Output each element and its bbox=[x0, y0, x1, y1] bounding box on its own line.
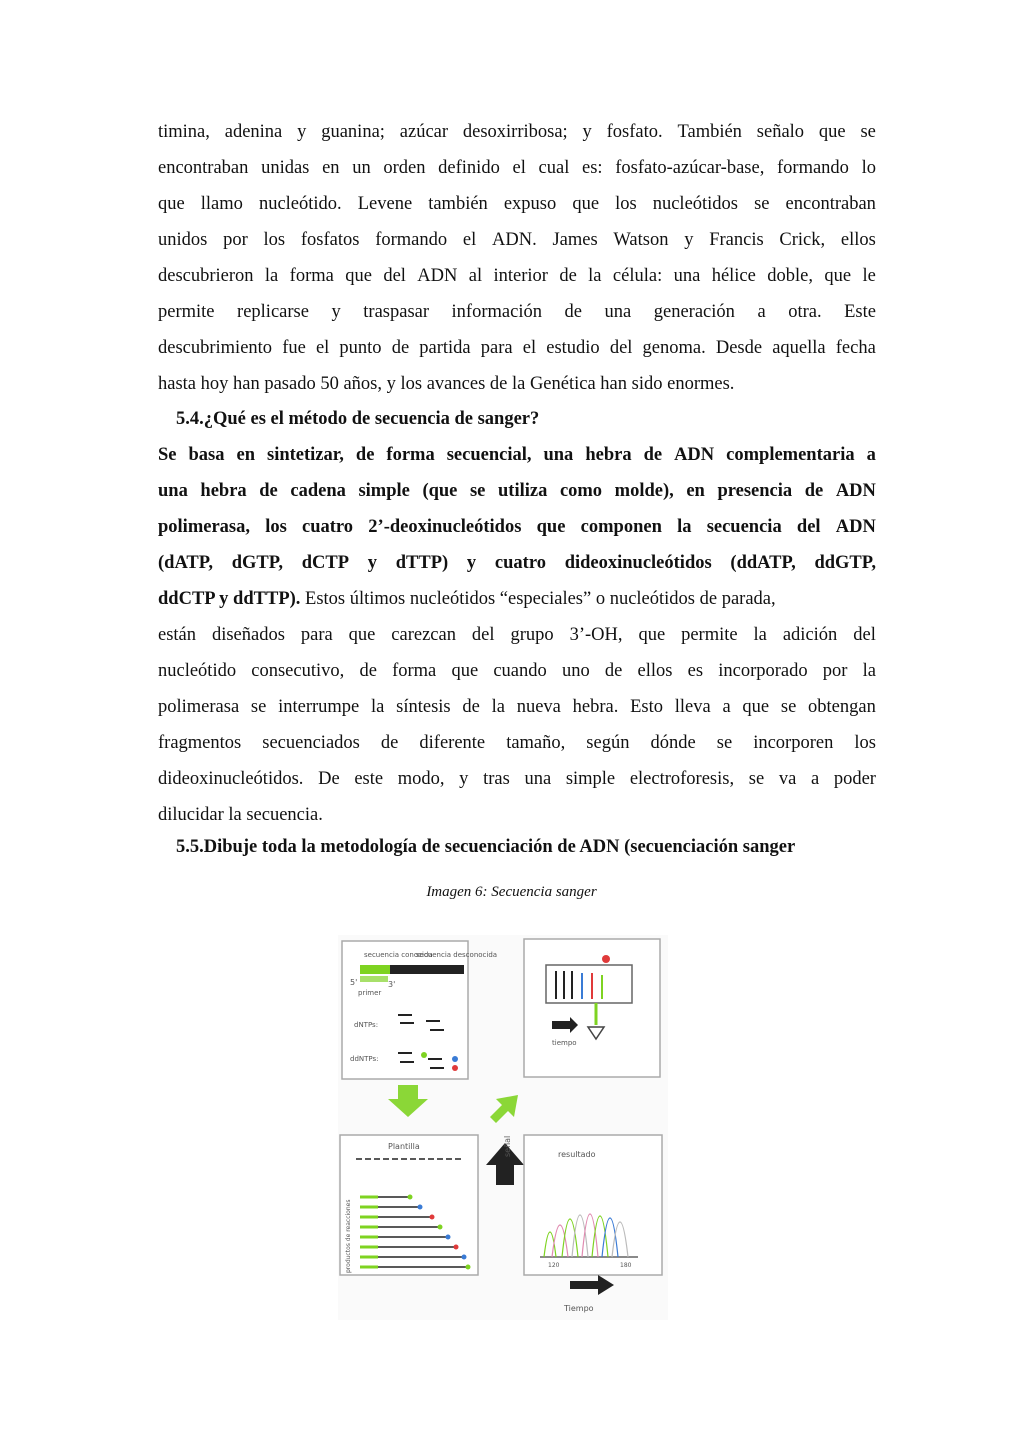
word: célula: bbox=[612, 266, 663, 286]
word: descubrimiento bbox=[158, 338, 273, 358]
word: fosfato. bbox=[606, 122, 663, 142]
word: interrumpe bbox=[278, 697, 360, 717]
word: unidos bbox=[158, 230, 208, 250]
word: según bbox=[586, 733, 630, 753]
word: grupo bbox=[510, 625, 554, 645]
word: incorporado bbox=[718, 661, 808, 681]
word: y bbox=[331, 302, 341, 322]
word: la bbox=[677, 517, 692, 537]
word: Este bbox=[844, 302, 876, 322]
word: a bbox=[722, 697, 731, 717]
word: 3’-OH, bbox=[569, 625, 623, 645]
word: es bbox=[687, 661, 704, 681]
label-dntps: dNTPs: bbox=[354, 1021, 379, 1029]
label-5-prime: 5' bbox=[350, 978, 358, 987]
word: utiliza bbox=[498, 481, 548, 501]
word: es: bbox=[582, 158, 603, 178]
word: nucleótidos bbox=[652, 194, 739, 214]
text-line bbox=[158, 481, 876, 502]
word: que bbox=[158, 194, 185, 214]
label-tiempo-small: tiempo bbox=[552, 1039, 577, 1047]
word: una bbox=[543, 445, 574, 465]
label-180: 180 bbox=[620, 1262, 632, 1269]
word: azúcar bbox=[399, 122, 449, 142]
word: se bbox=[748, 769, 765, 789]
word: cuatro bbox=[494, 553, 546, 573]
red-dye-dot bbox=[452, 1065, 458, 1071]
word: el bbox=[462, 230, 477, 250]
word: diferente bbox=[419, 733, 486, 753]
sanger-sequencing-drawing bbox=[338, 935, 668, 1320]
text-line bbox=[158, 733, 876, 754]
label-secuencia-conocida: secuencia conocida bbox=[364, 951, 433, 959]
word: componen bbox=[580, 517, 662, 537]
word: una bbox=[524, 769, 552, 789]
word: Francis bbox=[709, 230, 764, 250]
word: De bbox=[318, 769, 340, 789]
word: ddGTP, bbox=[814, 553, 876, 573]
primer-bar bbox=[360, 976, 388, 982]
word: Se bbox=[158, 445, 177, 465]
word: dónde bbox=[650, 733, 696, 753]
word: y bbox=[367, 553, 378, 573]
word: el bbox=[315, 338, 330, 358]
word: el bbox=[522, 338, 537, 358]
word: cual bbox=[538, 158, 570, 178]
word: modo, bbox=[397, 769, 445, 789]
word: al bbox=[468, 266, 483, 286]
word: definido bbox=[438, 158, 500, 178]
word: electroforesis, bbox=[629, 769, 735, 789]
word: llamo bbox=[200, 194, 243, 214]
word: 2’-deoxinucleótidos bbox=[368, 517, 522, 537]
word: dCTP bbox=[301, 553, 350, 573]
word: se bbox=[780, 697, 797, 717]
word: un bbox=[352, 158, 371, 178]
word: nucleótido. bbox=[258, 194, 342, 214]
word: James bbox=[552, 230, 598, 250]
word: ellos bbox=[637, 661, 673, 681]
word: (que bbox=[422, 481, 458, 501]
text-line: hasta hoy han pasado 50 años, y los avances de la Genética han sido enormes. bbox=[158, 374, 735, 394]
word: de bbox=[359, 661, 377, 681]
word: en bbox=[236, 445, 255, 465]
word: los bbox=[615, 194, 637, 214]
word: que bbox=[824, 266, 852, 286]
word: de bbox=[380, 733, 399, 753]
word: polimerasa bbox=[158, 697, 240, 717]
word: hebra bbox=[200, 481, 247, 501]
word: que bbox=[818, 122, 846, 142]
word: del bbox=[383, 266, 406, 286]
panel-capillary-detector bbox=[524, 939, 660, 1077]
word: que bbox=[638, 625, 666, 645]
word: ADN bbox=[835, 517, 876, 537]
word: que bbox=[348, 625, 376, 645]
text-line bbox=[158, 661, 876, 682]
word: obtengan bbox=[808, 697, 876, 717]
word: de bbox=[564, 302, 582, 322]
word: formando bbox=[777, 158, 849, 178]
word: interior bbox=[493, 266, 548, 286]
word: descubrieron bbox=[158, 266, 254, 286]
word: del bbox=[609, 338, 633, 358]
word: Crick, bbox=[779, 230, 826, 250]
word: Desde bbox=[715, 338, 763, 358]
label-resultado: resultado bbox=[558, 1150, 596, 1159]
word: le bbox=[862, 266, 876, 286]
word: formando bbox=[375, 230, 448, 250]
label-primer: primer bbox=[358, 989, 382, 997]
word: que bbox=[345, 266, 372, 286]
word: forma bbox=[392, 661, 437, 681]
text-line bbox=[158, 158, 876, 179]
word: sintetizar, bbox=[267, 445, 344, 465]
word: Watson bbox=[613, 230, 669, 250]
label-plantilla: Plantilla bbox=[388, 1142, 420, 1151]
word: que bbox=[536, 517, 566, 537]
label-tiempo: Tiempo bbox=[564, 1304, 594, 1313]
word: para bbox=[300, 625, 333, 645]
word: secuenciados bbox=[262, 733, 360, 753]
word: forma bbox=[386, 445, 435, 465]
word: doble, bbox=[767, 266, 813, 286]
word: se bbox=[469, 481, 486, 501]
word: secuencial, bbox=[446, 445, 532, 465]
word: tras bbox=[483, 769, 510, 789]
panel-result-chromatogram bbox=[524, 1135, 662, 1275]
word: se bbox=[860, 122, 876, 142]
word: basa bbox=[188, 445, 225, 465]
word: ellos bbox=[840, 230, 876, 250]
word: genoma. bbox=[642, 338, 706, 358]
word: encontraban bbox=[785, 194, 876, 214]
word: dideoxinucleótidos bbox=[564, 553, 712, 573]
word: se bbox=[754, 194, 770, 214]
word: tamaño, bbox=[506, 733, 566, 753]
word: la bbox=[753, 625, 767, 645]
word: la bbox=[371, 697, 385, 717]
word: uno bbox=[561, 661, 590, 681]
text-line bbox=[158, 625, 876, 646]
word: fragmentos bbox=[158, 733, 242, 753]
word: estudio bbox=[546, 338, 600, 358]
panel-reaction-products bbox=[340, 1135, 478, 1275]
word: y bbox=[582, 122, 592, 142]
word: lo bbox=[861, 158, 876, 178]
word: Esto bbox=[630, 697, 663, 717]
word: como bbox=[559, 481, 603, 501]
word: diseñados bbox=[211, 625, 285, 645]
word: punto bbox=[339, 338, 382, 358]
word: la bbox=[491, 697, 505, 717]
word: desoxirribosa; bbox=[462, 122, 568, 142]
word: carezcan bbox=[391, 625, 456, 645]
normal-run: Estos últimos nucleótidos “especiales” o nucleótidos de parada, bbox=[300, 589, 776, 609]
word: ADN bbox=[417, 266, 458, 286]
word: por bbox=[223, 230, 248, 250]
word: aquella bbox=[772, 338, 826, 358]
word: la bbox=[264, 266, 279, 286]
word: forma bbox=[289, 266, 334, 286]
word: poder bbox=[833, 769, 876, 789]
word: (dATP, bbox=[158, 553, 214, 573]
text-line bbox=[158, 302, 876, 323]
blue-dye-dot bbox=[452, 1056, 458, 1062]
text-line bbox=[158, 769, 876, 790]
text-line bbox=[158, 230, 876, 251]
word: dTTP) bbox=[395, 553, 449, 573]
word: permite bbox=[158, 302, 215, 322]
word: timina, bbox=[158, 122, 210, 142]
word: de bbox=[259, 481, 278, 501]
word: por bbox=[822, 661, 848, 681]
word: a bbox=[757, 302, 766, 322]
text-line bbox=[158, 589, 876, 610]
word: cuando bbox=[493, 661, 547, 681]
word: señalo bbox=[756, 122, 805, 142]
text-line bbox=[158, 517, 876, 538]
text-line: dilucidar la secuencia. bbox=[158, 805, 323, 825]
panel-frame bbox=[340, 1135, 478, 1275]
word: este bbox=[354, 769, 384, 789]
word: secuencia bbox=[706, 517, 782, 537]
word: se bbox=[250, 697, 267, 717]
known-sequence-bar bbox=[360, 965, 390, 974]
word: molde), bbox=[614, 481, 674, 501]
word: partida bbox=[419, 338, 471, 358]
word: de bbox=[355, 445, 375, 465]
panel-frame bbox=[524, 939, 660, 1077]
text-line bbox=[158, 338, 876, 359]
label-120: 120 bbox=[548, 1262, 560, 1269]
word: síntesis bbox=[396, 697, 451, 717]
word: y bbox=[459, 769, 469, 789]
word: hélice bbox=[711, 266, 756, 286]
word: va bbox=[778, 769, 797, 789]
word: fosfato-azúcar-base, bbox=[615, 158, 765, 178]
word: consecutivo, bbox=[251, 661, 345, 681]
word: traspasar bbox=[363, 302, 430, 322]
word: fecha bbox=[835, 338, 876, 358]
word: y bbox=[466, 553, 477, 573]
word: dGTP, bbox=[231, 553, 283, 573]
word: complementaria bbox=[726, 445, 855, 465]
word: que bbox=[572, 194, 600, 214]
word: expuso bbox=[503, 194, 557, 214]
unknown-sequence-bar bbox=[390, 965, 464, 974]
word: de bbox=[804, 481, 824, 501]
word: adenina bbox=[224, 122, 283, 142]
word: (ddATP, bbox=[730, 553, 796, 573]
word: cadena bbox=[290, 481, 346, 501]
word: en bbox=[322, 158, 340, 178]
label-ddntps: ddNTPs: bbox=[350, 1055, 379, 1063]
word: adición bbox=[782, 625, 838, 645]
word: y bbox=[297, 122, 307, 142]
green-dye-dot bbox=[421, 1052, 427, 1058]
word: información bbox=[451, 302, 542, 322]
word: dideoxinucleótidos. bbox=[158, 769, 304, 789]
word: están bbox=[158, 625, 197, 645]
word: cuatro bbox=[302, 517, 354, 537]
word: una bbox=[158, 481, 188, 501]
word: presencia bbox=[717, 481, 793, 501]
word: para bbox=[480, 338, 513, 358]
word: a bbox=[866, 445, 876, 465]
word: guanina; bbox=[321, 122, 385, 142]
word: otra. bbox=[788, 302, 822, 322]
word: también bbox=[428, 194, 488, 214]
word: nueva bbox=[516, 697, 561, 717]
text-line bbox=[158, 697, 876, 718]
word: polimerasa, bbox=[158, 517, 250, 537]
word: simple bbox=[358, 481, 410, 501]
word: del bbox=[471, 625, 495, 645]
word: en bbox=[686, 481, 705, 501]
word: nucleótido bbox=[158, 661, 237, 681]
word: ADN. bbox=[491, 230, 537, 250]
word: fosfatos bbox=[300, 230, 360, 250]
figure-caption: Imagen 6: Secuencia sanger bbox=[426, 884, 597, 900]
word: encontraban bbox=[158, 158, 249, 178]
word: se bbox=[716, 733, 733, 753]
word: los bbox=[854, 733, 876, 753]
word: una bbox=[673, 266, 701, 286]
bold-run: ddCTP y ddTTP). bbox=[158, 589, 301, 609]
label-senal: señal bbox=[503, 1135, 512, 1157]
laser-dot bbox=[602, 955, 610, 963]
label-productos: productos de reacciones bbox=[345, 1199, 352, 1273]
word: permite bbox=[681, 625, 738, 645]
text-line bbox=[158, 266, 876, 287]
word: hebra. bbox=[572, 697, 619, 717]
text-line bbox=[158, 194, 876, 215]
word: unidas bbox=[261, 158, 310, 178]
word: la bbox=[588, 266, 602, 286]
label-3-prime: 3' bbox=[388, 980, 396, 989]
section-heading-5-5: 5.5.Dibuje toda la metodología de secuenciación de ADN (secuenciación sanger bbox=[176, 837, 796, 857]
word: de bbox=[391, 338, 410, 358]
word: simple bbox=[565, 769, 616, 789]
word: incorporen bbox=[753, 733, 834, 753]
text-line bbox=[158, 553, 876, 574]
text-line bbox=[158, 445, 876, 466]
label-secuencia-desconocida: secuencia desconocida bbox=[416, 951, 498, 959]
word: replicarse bbox=[237, 302, 309, 322]
word: orden bbox=[383, 158, 426, 178]
word: lleva bbox=[674, 697, 711, 717]
word: hebra bbox=[585, 445, 632, 465]
word: de bbox=[462, 697, 480, 717]
word: los bbox=[263, 230, 286, 250]
section-heading-5-4: 5.4.¿Qué es el método de secuencia de sanger? bbox=[176, 409, 540, 429]
word: y bbox=[684, 230, 694, 250]
word: del bbox=[796, 517, 821, 537]
word: a bbox=[810, 769, 820, 789]
text-line bbox=[158, 122, 876, 143]
word: fue bbox=[282, 338, 306, 358]
word: ADN bbox=[835, 481, 876, 501]
word: una bbox=[604, 302, 632, 322]
word: de bbox=[604, 661, 623, 681]
word: del bbox=[853, 625, 876, 645]
word: los bbox=[265, 517, 287, 537]
word: de bbox=[559, 266, 577, 286]
word: la bbox=[862, 661, 876, 681]
word: que bbox=[742, 697, 770, 717]
word: Levene bbox=[357, 194, 413, 214]
word: ADN bbox=[674, 445, 715, 465]
word: que bbox=[451, 661, 479, 681]
word: el bbox=[512, 158, 526, 178]
word: generación bbox=[653, 302, 735, 322]
word: de bbox=[643, 445, 663, 465]
word: También bbox=[677, 122, 742, 142]
